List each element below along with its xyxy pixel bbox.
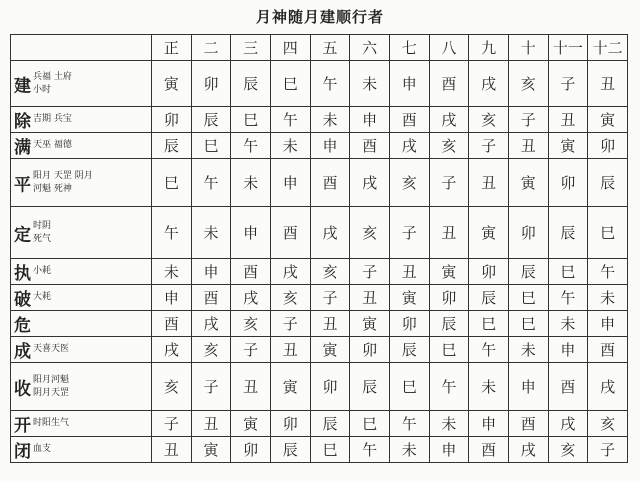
branch-cell: 亥 bbox=[231, 311, 271, 337]
branch-cell: 巳 bbox=[152, 159, 192, 207]
branch-cell: 申 bbox=[270, 159, 310, 207]
branch-cell: 子 bbox=[270, 311, 310, 337]
officer-cell bbox=[11, 159, 152, 207]
branch-cell: 戌 bbox=[469, 61, 509, 107]
table-row bbox=[11, 159, 628, 207]
branch-cell: 午 bbox=[350, 437, 390, 463]
officer-cell bbox=[11, 259, 152, 285]
branch-cell: 辰 bbox=[350, 363, 390, 411]
branch-cell: 丑 bbox=[588, 61, 628, 107]
table-row bbox=[11, 363, 628, 411]
branch-cell: 辰 bbox=[548, 207, 588, 259]
gods-stack bbox=[33, 343, 69, 356]
branch-cell: 酉 bbox=[588, 337, 628, 363]
branch-cell: 午 bbox=[389, 411, 429, 437]
branch-cell: 酉 bbox=[310, 159, 350, 207]
branch-cell: 巳 bbox=[389, 363, 429, 411]
branch-cell: 午 bbox=[231, 133, 271, 159]
branch-cell: 子 bbox=[469, 133, 509, 159]
branch-cell: 丑 bbox=[389, 259, 429, 285]
branch-cell: 申 bbox=[231, 207, 271, 259]
month-header: 正 bbox=[152, 35, 192, 61]
gods-top: 吉期 兵宝 bbox=[33, 114, 72, 124]
officer-name: 收 bbox=[14, 379, 31, 399]
table-row bbox=[11, 107, 628, 133]
branch-cell: 巳 bbox=[469, 311, 509, 337]
branch-cell: 子 bbox=[152, 411, 192, 437]
branch-cell: 子 bbox=[310, 285, 350, 311]
branch-cell: 未 bbox=[508, 337, 548, 363]
officer-name: 执 bbox=[14, 264, 31, 284]
branch-cell: 子 bbox=[588, 437, 628, 463]
branch-cell: 子 bbox=[429, 159, 469, 207]
branch-cell: 丑 bbox=[508, 133, 548, 159]
branch-cell: 丑 bbox=[350, 285, 390, 311]
branch-cell: 亥 bbox=[270, 285, 310, 311]
branch-cell: 寅 bbox=[508, 159, 548, 207]
gods-bottom: 阴月天罡 bbox=[33, 387, 70, 398]
branch-cell: 亥 bbox=[429, 133, 469, 159]
month-header: 十二 bbox=[588, 35, 628, 61]
branch-cell: 寅 bbox=[588, 107, 628, 133]
branch-cell: 卯 bbox=[231, 437, 271, 463]
branch-cell: 未 bbox=[469, 363, 509, 411]
branch-cell: 亥 bbox=[588, 411, 628, 437]
branch-cell: 亥 bbox=[350, 207, 390, 259]
branch-cell: 亥 bbox=[389, 159, 429, 207]
branch-cell: 丑 bbox=[191, 411, 231, 437]
branch-cell: 寅 bbox=[152, 61, 192, 107]
gods-top: 时阳生气 bbox=[33, 418, 70, 428]
branch-cell: 午 bbox=[270, 107, 310, 133]
gods-stack bbox=[33, 71, 72, 97]
branch-cell: 未 bbox=[191, 207, 231, 259]
gods-bottom: 死气 bbox=[33, 233, 52, 244]
officer-cell bbox=[11, 207, 152, 259]
branch-cell: 申 bbox=[588, 311, 628, 337]
table-row bbox=[11, 311, 628, 337]
gods-top: 兵福 土府 bbox=[33, 71, 72, 82]
branch-cell: 寅 bbox=[270, 363, 310, 411]
branch-cell: 卯 bbox=[508, 207, 548, 259]
branch-cell: 酉 bbox=[508, 411, 548, 437]
branch-cell: 子 bbox=[231, 337, 271, 363]
branch-cell: 辰 bbox=[191, 107, 231, 133]
gods-stack bbox=[33, 139, 72, 152]
branch-cell: 丑 bbox=[270, 337, 310, 363]
branch-cell: 酉 bbox=[152, 311, 192, 337]
branch-cell: 辰 bbox=[152, 133, 192, 159]
branch-cell: 酉 bbox=[469, 437, 509, 463]
branch-cell: 酉 bbox=[191, 285, 231, 311]
branch-cell: 辰 bbox=[270, 437, 310, 463]
officer-cell bbox=[11, 107, 152, 133]
branch-cell: 卯 bbox=[469, 259, 509, 285]
branch-cell: 戌 bbox=[508, 437, 548, 463]
branch-cell: 巳 bbox=[231, 107, 271, 133]
branch-cell: 戌 bbox=[429, 107, 469, 133]
branch-cell: 申 bbox=[429, 437, 469, 463]
branch-cell: 申 bbox=[469, 411, 509, 437]
branch-cell: 巳 bbox=[310, 437, 350, 463]
branch-cell: 未 bbox=[429, 411, 469, 437]
branch-cell: 戌 bbox=[310, 207, 350, 259]
branch-cell: 寅 bbox=[191, 437, 231, 463]
month-header: 九 bbox=[469, 35, 509, 61]
officer-name: 破 bbox=[14, 290, 31, 310]
month-header-row bbox=[11, 35, 628, 61]
branch-cell: 寅 bbox=[350, 311, 390, 337]
gods-top: 时阴 bbox=[33, 220, 52, 231]
table-row bbox=[11, 337, 628, 363]
branch-cell: 未 bbox=[548, 311, 588, 337]
table-row bbox=[11, 285, 628, 311]
officer-name: 闭 bbox=[14, 442, 31, 462]
branch-cell: 卯 bbox=[350, 337, 390, 363]
branch-cell: 亥 bbox=[548, 437, 588, 463]
branch-cell: 未 bbox=[152, 259, 192, 285]
branch-cell: 丑 bbox=[548, 107, 588, 133]
branch-cell: 午 bbox=[191, 159, 231, 207]
gods-stack bbox=[33, 291, 51, 304]
officer-name: 满 bbox=[14, 138, 31, 158]
officer-name: 除 bbox=[14, 112, 31, 132]
branch-cell: 酉 bbox=[231, 259, 271, 285]
branch-cell: 丑 bbox=[310, 311, 350, 337]
gods-bottom: 小时 bbox=[33, 84, 52, 95]
branch-cell: 戌 bbox=[389, 133, 429, 159]
branch-cell: 寅 bbox=[389, 285, 429, 311]
officer-cell bbox=[11, 337, 152, 363]
branch-cell: 未 bbox=[310, 107, 350, 133]
officer-name: 平 bbox=[14, 175, 31, 195]
branch-cell: 丑 bbox=[231, 363, 271, 411]
branch-cell: 申 bbox=[508, 363, 548, 411]
branch-cell: 亥 bbox=[191, 337, 231, 363]
branch-cell: 卯 bbox=[588, 133, 628, 159]
officer-cell bbox=[11, 61, 152, 107]
month-header: 二 bbox=[191, 35, 231, 61]
branch-cell: 未 bbox=[270, 133, 310, 159]
gods-top: 阳月河魁 bbox=[33, 374, 70, 385]
officer-cell bbox=[11, 133, 152, 159]
branch-cell: 寅 bbox=[310, 337, 350, 363]
branch-cell: 申 bbox=[350, 107, 390, 133]
branch-cell: 戌 bbox=[350, 159, 390, 207]
branch-cell: 巳 bbox=[191, 133, 231, 159]
branch-cell: 申 bbox=[310, 133, 350, 159]
branch-cell: 酉 bbox=[429, 61, 469, 107]
branch-cell: 辰 bbox=[310, 411, 350, 437]
gods-stack bbox=[33, 113, 72, 126]
month-header: 四 bbox=[270, 35, 310, 61]
officer-name: 开 bbox=[14, 416, 31, 436]
branch-cell: 亥 bbox=[310, 259, 350, 285]
branch-cell: 酉 bbox=[548, 363, 588, 411]
branch-cell: 子 bbox=[389, 207, 429, 259]
branch-cell: 申 bbox=[191, 259, 231, 285]
gods-stack bbox=[33, 170, 93, 196]
month-header: 六 bbox=[350, 35, 390, 61]
branch-cell: 巳 bbox=[429, 337, 469, 363]
branch-cell: 戌 bbox=[152, 337, 192, 363]
branch-cell: 巳 bbox=[548, 259, 588, 285]
table-row bbox=[11, 61, 628, 107]
branch-cell: 戌 bbox=[231, 285, 271, 311]
branch-cell: 子 bbox=[350, 259, 390, 285]
gods-stack bbox=[33, 265, 51, 278]
branch-cell: 寅 bbox=[469, 207, 509, 259]
branch-cell: 寅 bbox=[429, 259, 469, 285]
gods-top: 血支 bbox=[33, 444, 52, 454]
branch-cell: 卯 bbox=[310, 363, 350, 411]
gods-stack bbox=[33, 417, 69, 430]
gods-top: 天喜天医 bbox=[33, 344, 70, 354]
branch-cell: 未 bbox=[389, 437, 429, 463]
branch-cell: 卯 bbox=[389, 311, 429, 337]
gods-top: 阳月 天罡 阴月 bbox=[33, 170, 93, 181]
branch-cell: 亥 bbox=[152, 363, 192, 411]
branch-cell: 戌 bbox=[588, 363, 628, 411]
month-header: 三 bbox=[231, 35, 271, 61]
branch-cell: 亥 bbox=[469, 107, 509, 133]
officer-cell bbox=[11, 411, 152, 437]
branch-cell: 丑 bbox=[469, 159, 509, 207]
branch-cell: 辰 bbox=[389, 337, 429, 363]
branch-cell: 丑 bbox=[429, 207, 469, 259]
branch-cell: 午 bbox=[152, 207, 192, 259]
branch-cell: 未 bbox=[588, 285, 628, 311]
branch-cell: 卯 bbox=[270, 411, 310, 437]
branch-cell: 亥 bbox=[508, 61, 548, 107]
gods-top: 大耗 bbox=[33, 292, 52, 302]
corner-cell bbox=[11, 35, 152, 61]
branch-cell: 未 bbox=[350, 61, 390, 107]
branch-cell: 戌 bbox=[191, 311, 231, 337]
officer-cell bbox=[11, 363, 152, 411]
branch-cell: 卯 bbox=[548, 159, 588, 207]
branch-cell: 申 bbox=[152, 285, 192, 311]
table-row bbox=[11, 207, 628, 259]
branch-cell: 巳 bbox=[588, 207, 628, 259]
branch-cell: 辰 bbox=[429, 311, 469, 337]
branch-cell: 寅 bbox=[231, 411, 271, 437]
gods-stack bbox=[33, 220, 51, 246]
branch-cell: 卯 bbox=[152, 107, 192, 133]
month-header: 七 bbox=[389, 35, 429, 61]
branch-cell: 辰 bbox=[469, 285, 509, 311]
branch-cell: 辰 bbox=[588, 159, 628, 207]
branch-cell: 子 bbox=[191, 363, 231, 411]
gods-top: 小耗 bbox=[33, 266, 52, 276]
month-header: 十 bbox=[508, 35, 548, 61]
branch-cell: 辰 bbox=[231, 61, 271, 107]
branch-cell: 巳 bbox=[508, 285, 548, 311]
officer-name: 成 bbox=[14, 342, 31, 362]
branch-cell: 午 bbox=[588, 259, 628, 285]
branch-cell: 子 bbox=[548, 61, 588, 107]
branch-cell: 酉 bbox=[389, 107, 429, 133]
table-row bbox=[11, 411, 628, 437]
branch-cell: 巳 bbox=[270, 61, 310, 107]
gods-stack bbox=[33, 443, 51, 456]
branch-cell: 子 bbox=[508, 107, 548, 133]
branch-cell: 寅 bbox=[548, 133, 588, 159]
officer-cell bbox=[11, 437, 152, 463]
branch-cell: 卯 bbox=[429, 285, 469, 311]
branch-cell: 未 bbox=[231, 159, 271, 207]
table-row bbox=[11, 133, 628, 159]
gods-bottom: 河魁 死神 bbox=[33, 183, 72, 194]
branch-cell: 巳 bbox=[508, 311, 548, 337]
table-body bbox=[11, 61, 628, 463]
branch-cell: 午 bbox=[469, 337, 509, 363]
table-row bbox=[11, 259, 628, 285]
table-row bbox=[11, 437, 628, 463]
page-title: 月神随月建顺行者 bbox=[255, 8, 384, 26]
branch-cell: 午 bbox=[310, 61, 350, 107]
month-header: 十一 bbox=[548, 35, 588, 61]
branch-cell: 卯 bbox=[191, 61, 231, 107]
gods-stack bbox=[33, 374, 69, 400]
officer-name: 定 bbox=[14, 225, 31, 245]
branch-cell: 申 bbox=[548, 337, 588, 363]
branch-cell: 申 bbox=[389, 61, 429, 107]
month-header: 五 bbox=[310, 35, 350, 61]
gods-top: 天巫 福德 bbox=[33, 140, 72, 150]
officer-cell bbox=[11, 285, 152, 311]
branch-cell: 丑 bbox=[152, 437, 192, 463]
officer-name: 危 bbox=[14, 316, 31, 336]
branch-cell: 酉 bbox=[350, 133, 390, 159]
officer-cell bbox=[11, 311, 152, 337]
branch-cell: 戌 bbox=[548, 411, 588, 437]
branch-cell: 午 bbox=[429, 363, 469, 411]
branch-cell: 巳 bbox=[350, 411, 390, 437]
calendar-table bbox=[10, 34, 628, 463]
branch-cell: 戌 bbox=[270, 259, 310, 285]
month-header: 八 bbox=[429, 35, 469, 61]
branch-cell: 辰 bbox=[508, 259, 548, 285]
branch-cell: 午 bbox=[548, 285, 588, 311]
officer-name: 建 bbox=[14, 76, 31, 96]
branch-cell: 酉 bbox=[270, 207, 310, 259]
